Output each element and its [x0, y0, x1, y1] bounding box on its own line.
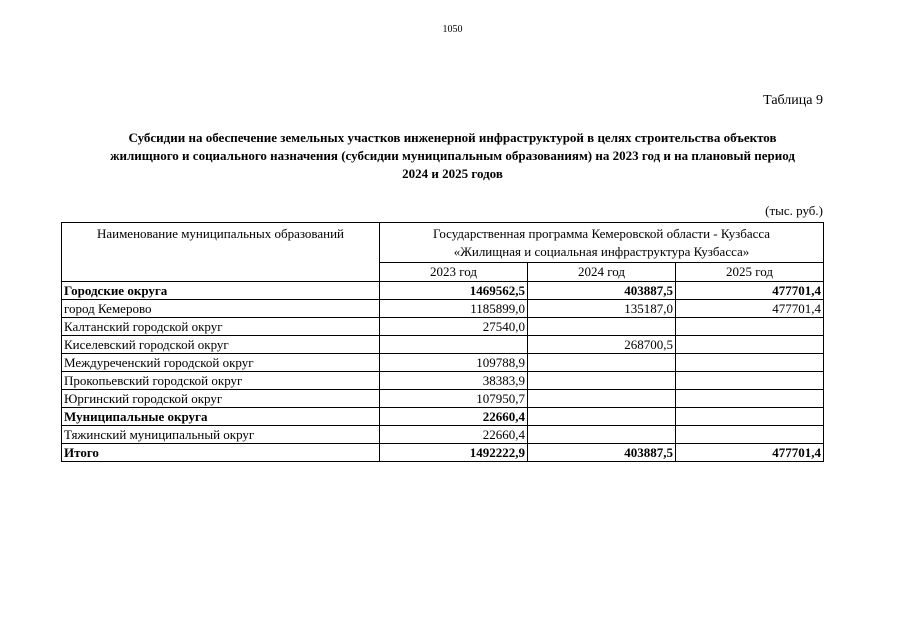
- row-name: Итого: [62, 444, 380, 462]
- value-2024: 268700,5: [528, 336, 676, 354]
- value-2023: 38383,9: [380, 372, 528, 390]
- header-program-line-2: «Жилищная и социальная инфраструктура Кузбасса»: [453, 244, 750, 259]
- value-2024: [528, 318, 676, 336]
- value-2024: 135187,0: [528, 300, 676, 318]
- value-2024: [528, 354, 676, 372]
- value-2024: 403887,5: [528, 282, 676, 300]
- row-name: Киселевский городской округ: [62, 336, 380, 354]
- header-year-2024: 2024 год: [528, 263, 676, 282]
- document-title: [60, 129, 845, 183]
- value-2025: [676, 318, 824, 336]
- value-2024: [528, 408, 676, 426]
- value-2023: [380, 336, 528, 354]
- subsidies-table: [61, 222, 824, 462]
- header-program: [380, 223, 824, 263]
- row-name: Калтанский городской округ: [62, 318, 380, 336]
- row-name: Городские округа: [62, 282, 380, 300]
- header-name: Наименование муниципальных образований: [62, 223, 380, 282]
- table-row: [62, 354, 824, 372]
- value-2025: [676, 408, 824, 426]
- table-row: [62, 336, 824, 354]
- value-2023: 1185899,0: [380, 300, 528, 318]
- row-name: город Кемерово: [62, 300, 380, 318]
- title-line-1: Субсидии на обеспечение земельных участков инженерной инфраструктурой в целях строительства объектов: [128, 130, 777, 145]
- table-label: Таблица 9: [763, 93, 823, 108]
- value-2025: [676, 336, 824, 354]
- row-name: Прокопьевский городской округ: [62, 372, 380, 390]
- unit-label: (тыс. руб.): [765, 203, 823, 218]
- value-2023: 1469562,5: [380, 282, 528, 300]
- row-name: Тяжинский муниципальный округ: [62, 426, 380, 444]
- value-2025: [676, 390, 824, 408]
- row-name: Муниципальные округа: [62, 408, 380, 426]
- value-2025: 477701,4: [676, 444, 824, 462]
- value-2025: 477701,4: [676, 282, 824, 300]
- header-program-line-1: Государственная программа Кемеровской области - Кузбасса: [432, 226, 771, 241]
- value-2024: [528, 372, 676, 390]
- header-year-2023: 2023 год: [380, 263, 528, 282]
- table-row: [62, 318, 824, 336]
- value-2025: 477701,4: [676, 300, 824, 318]
- value-2024: [528, 426, 676, 444]
- table-row: [62, 390, 824, 408]
- table-body: [62, 282, 824, 462]
- table-row: [62, 408, 824, 426]
- row-name: Междуреченский городской округ: [62, 354, 380, 372]
- table-row: [62, 300, 824, 318]
- table-row: [62, 372, 824, 390]
- table-row: [62, 426, 824, 444]
- table-row: [62, 444, 824, 462]
- value-2025: [676, 426, 824, 444]
- title-line-3: 2024 и 2025 годов: [402, 166, 503, 181]
- value-2024: [528, 390, 676, 408]
- value-2023: 22660,4: [380, 426, 528, 444]
- header-year-2025: 2025 год: [676, 263, 824, 282]
- value-2023: 22660,4: [380, 408, 528, 426]
- table-row: [62, 282, 824, 300]
- value-2025: [676, 354, 824, 372]
- page-number: 1050: [442, 24, 463, 35]
- value-2025: [676, 372, 824, 390]
- row-name: Юргинский городской округ: [62, 390, 380, 408]
- value-2023: 107950,7: [380, 390, 528, 408]
- title-line-2: жилищного и социального назначения (субсидии муниципальным образованиям) на 2023 год и на плановый период: [110, 148, 795, 163]
- value-2023: 1492222,9: [380, 444, 528, 462]
- value-2024: 403887,5: [528, 444, 676, 462]
- value-2023: 109788,9: [380, 354, 528, 372]
- value-2023: 27540,0: [380, 318, 528, 336]
